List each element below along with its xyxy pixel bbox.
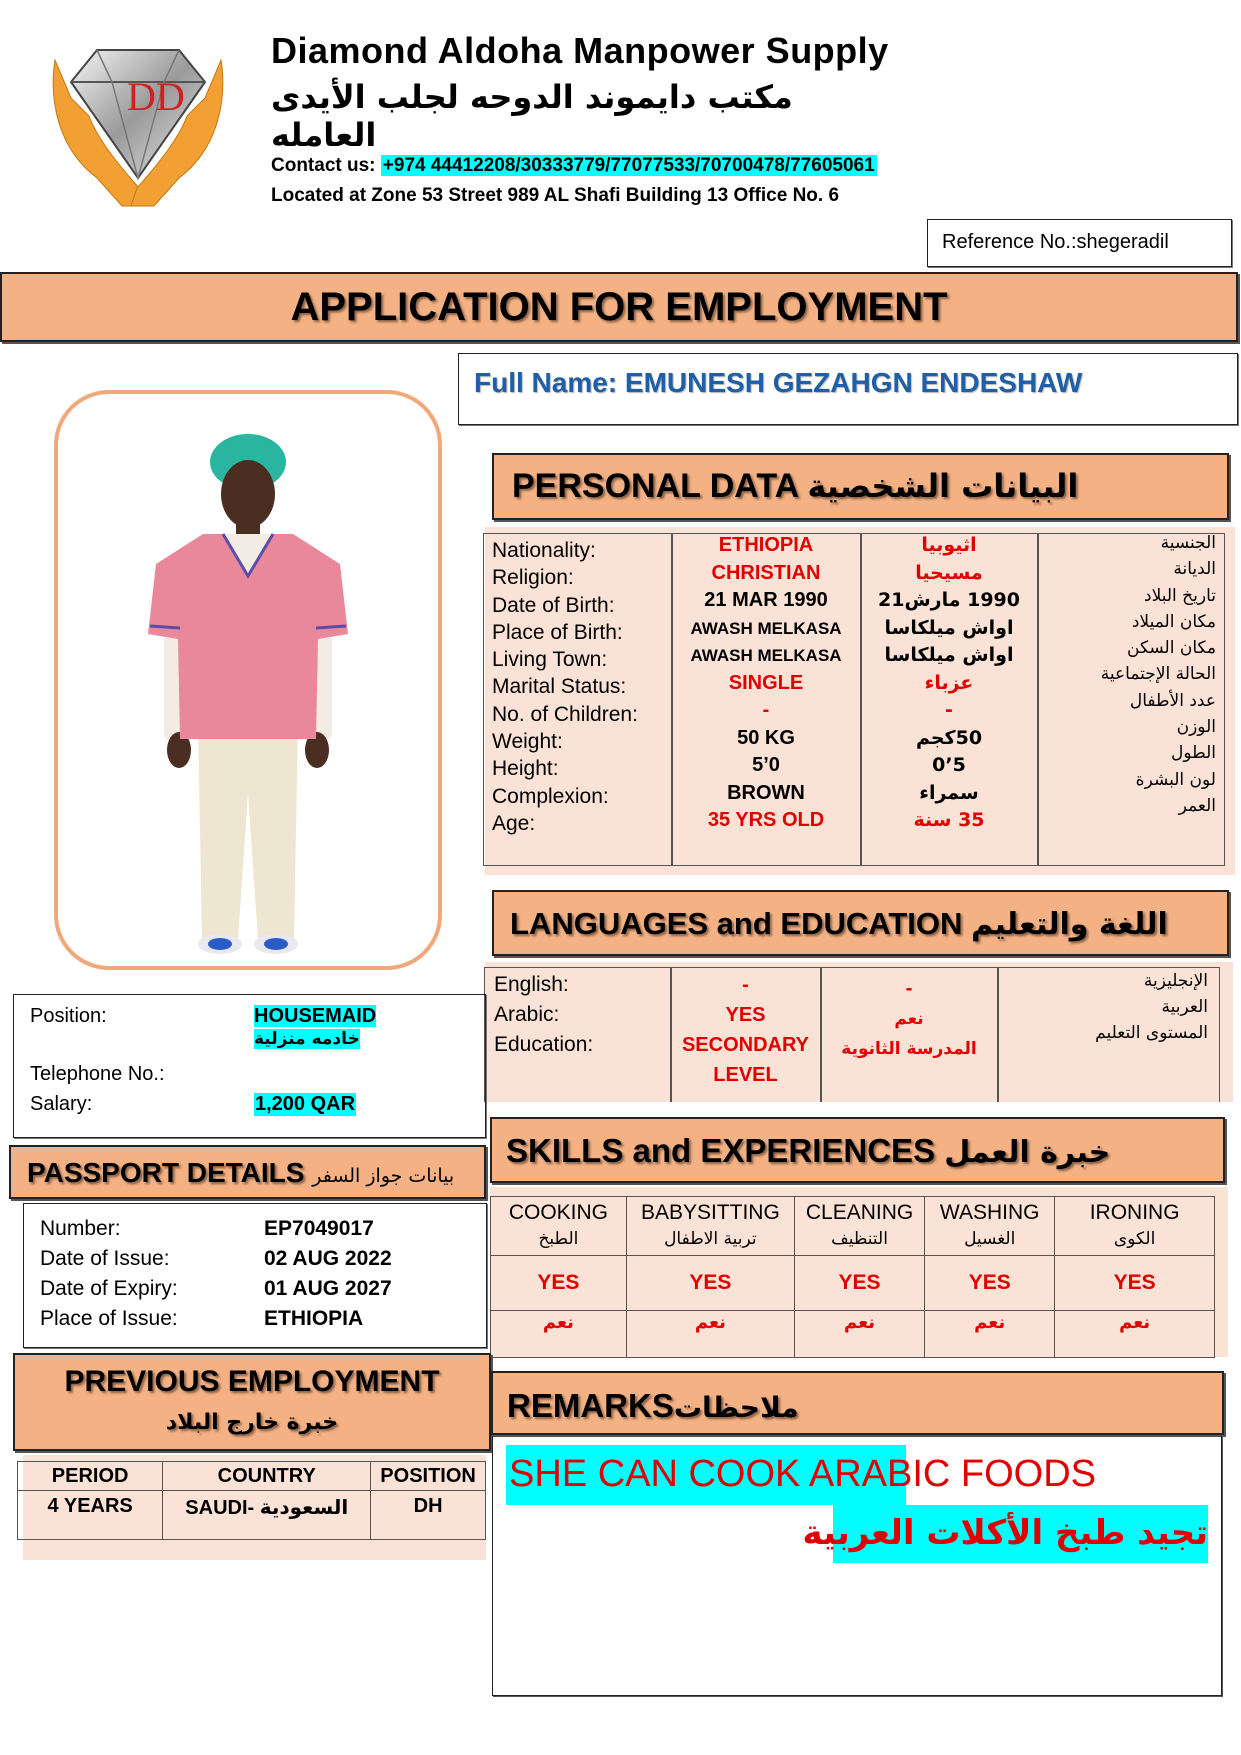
skill-name: WASHING — [939, 1201, 1040, 1224]
contact-line — [271, 155, 877, 177]
skill-yes-ar: نعم — [491, 1311, 627, 1358]
previous-employment-heading: PREVIOUS EMPLOYMENT — [64, 1365, 440, 1398]
salary-value: 1,200 QAR — [255, 1093, 356, 1115]
heading-en: SKILLS and EXPERIENCES — [506, 1132, 945, 1169]
skill-yes-ar: نعم — [925, 1311, 1055, 1358]
value-english-ar: - — [905, 979, 913, 999]
passport-labels — [40, 1214, 178, 1334]
personal-label: Age: — [492, 811, 536, 835]
svg-text:DD: DD — [127, 74, 185, 119]
skill-yes: YES — [794, 1256, 924, 1311]
skill-name-ar: الطبخ — [538, 1229, 579, 1249]
previous-column-header: COUNTRY — [163, 1462, 371, 1491]
previous-header-row — [18, 1462, 486, 1491]
personal-value: BROWN — [727, 781, 805, 804]
personal-label: Place of Birth: — [492, 620, 623, 644]
personal-value-ar: 1990 مارش21 — [877, 589, 1020, 611]
company-name-ar: مكتب دايموند الدوحه لجلب الأيدى العامله — [271, 78, 793, 154]
label-english: English: — [494, 973, 569, 996]
language-values — [671, 970, 820, 1090]
previous-column-header: PERIOD — [18, 1462, 163, 1491]
passport-value: 02 AUG 2022 — [264, 1247, 392, 1270]
personal-value: - — [762, 699, 770, 721]
contact-numbers: +974 44412208/30333779/77077533/70700478/77605061 — [382, 155, 875, 176]
skill-babysitting — [626, 1197, 794, 1256]
label-education-ar: المستوى التعليم — [1095, 1023, 1208, 1043]
personal-label: No. of Children: — [492, 702, 638, 726]
value-arabic: YES — [725, 1004, 766, 1026]
title-banner — [0, 272, 1238, 342]
company-address: Located at Zone 53 Street 989 AL Shafi Building 13 Office No. 6 — [271, 185, 840, 206]
personal-label: Religion: — [492, 566, 574, 590]
personal-label-ar: لون البشرة — [1135, 769, 1216, 790]
personal-data-table — [483, 533, 1225, 866]
previous-employment-cell: 4 YEARS — [18, 1491, 163, 1540]
language-labels-ar — [998, 968, 1208, 1046]
personal-label: Date of Birth: — [492, 593, 615, 617]
company-logo — [27, 38, 249, 213]
personal-value: CHRISTIAN — [711, 561, 821, 584]
skill-ironing — [1055, 1197, 1215, 1256]
heading-ar: خبرة العمل — [944, 1135, 1111, 1170]
full-name-box — [458, 353, 1238, 425]
passport-header — [9, 1145, 486, 1199]
personal-value-ar: اواش ميلكاسا — [884, 644, 1014, 666]
label-education: Education: — [494, 1033, 594, 1056]
skills-heading — [506, 1132, 1110, 1170]
previous-employment-row — [18, 1491, 486, 1540]
heading-en: REMARKS — [507, 1387, 674, 1424]
skill-name-ar: الغسيل — [964, 1229, 1016, 1249]
personal-value-ar: سمراء — [919, 781, 979, 804]
personal-value-ar: 35 سنة — [913, 809, 985, 831]
passport-heading — [27, 1157, 454, 1189]
passport-box — [23, 1203, 487, 1348]
previous-employment-heading-ar: خبرة خارج البلاد — [165, 1410, 339, 1435]
skill-name: BABYSITTING — [640, 1201, 780, 1224]
value-arabic-ar: نعم — [894, 1009, 924, 1029]
company-name-en: Diamond Aldoha Manpower Supply — [271, 30, 889, 71]
passport-label: Date of Issue: — [40, 1247, 170, 1270]
skill-yes-ar: نعم — [794, 1311, 924, 1358]
skill-yes: YES — [1055, 1256, 1215, 1311]
personal-label: Height: — [492, 757, 559, 781]
remarks-box — [492, 1436, 1222, 1696]
passport-label: Place of Issue: — [40, 1307, 178, 1330]
label-arabic: Arabic: — [494, 1003, 560, 1026]
personal-value: SINGLE — [728, 671, 804, 694]
contact-label: Contact us: — [271, 155, 381, 176]
skill-yes: YES — [626, 1256, 794, 1311]
skill-name: IRONING — [1089, 1201, 1180, 1224]
position-ar: خادمه منزلية — [254, 1029, 360, 1049]
remarks-heading — [507, 1387, 799, 1425]
telephone-label: Telephone No.: — [30, 1063, 165, 1085]
skill-yes: YES — [925, 1256, 1055, 1311]
skill-cooking — [491, 1197, 627, 1256]
full-name: Full Name: EMUNESH GEZAHGN ENDESHAW — [474, 367, 1083, 398]
personal-value-ar: عزباء — [924, 671, 974, 694]
languages-table — [484, 967, 1220, 1102]
value-education: SECONDARY — [681, 1034, 810, 1056]
personal-label-ar: عدد الأطفال — [1129, 690, 1216, 711]
personal-label: Marital Status: — [492, 675, 627, 699]
skills-header-row — [491, 1197, 1215, 1256]
personal-value: 50 KG — [737, 726, 795, 749]
languages-header — [492, 890, 1229, 956]
heading-ar: اللغة والتعليم — [971, 907, 1168, 942]
heading-ar: ملاحظات — [673, 1391, 799, 1424]
reference-number: Reference No.:shegeradil — [942, 231, 1169, 253]
skill-name-ar: الكوى — [1113, 1229, 1156, 1249]
personal-value: AWASH MELKASA — [690, 646, 842, 665]
skills-header — [490, 1117, 1225, 1183]
language-labels — [494, 970, 593, 1060]
applicant-photo-frame — [54, 390, 442, 970]
position-value — [254, 1005, 376, 1050]
personal-values-ar — [861, 532, 1037, 835]
personal-label-ar: الديانة — [1173, 559, 1216, 580]
diamond-hands-logo-icon — [27, 38, 249, 213]
position-label: Position: — [30, 1005, 107, 1027]
heading-en: PERSONAL DATA — [512, 467, 808, 505]
remarks-header — [491, 1371, 1224, 1435]
language-values-ar — [821, 974, 997, 1064]
skill-cleaning — [794, 1197, 924, 1256]
skill-yes-ar: نعم — [626, 1311, 794, 1358]
personal-value: 21 MAR 1990 — [704, 589, 828, 611]
heading-ar: بيانات جواز السفر — [312, 1165, 455, 1187]
personal-value-ar: - — [945, 699, 953, 721]
page-title: APPLICATION FOR EMPLOYMENT — [290, 285, 948, 329]
personal-value-ar: 5’0 — [932, 754, 966, 776]
skills-yes-row — [491, 1256, 1215, 1311]
personal-value: 35 YRS OLD — [707, 809, 825, 831]
personal-label: Complexion: — [492, 784, 609, 808]
label-english-ar: الإنجليزية — [1143, 971, 1208, 991]
personal-label: Nationality: — [492, 539, 596, 562]
personal-label: Weight: — [492, 730, 563, 754]
skill-yes: YES — [491, 1256, 627, 1311]
skill-yes-ar: نعم — [1055, 1311, 1215, 1358]
skill-name-ar: التنظيف — [831, 1229, 888, 1249]
previous-employment-header — [13, 1353, 491, 1451]
job-details-box — [13, 994, 486, 1138]
personal-value-ar: اواش ميلكاسا — [884, 616, 1014, 639]
skill-washing — [925, 1197, 1055, 1256]
value-education-ar: المدرسة الثانوية — [841, 1039, 977, 1059]
personal-value: AWASH MELKASA — [690, 618, 842, 638]
passport-label: Number: — [40, 1217, 121, 1240]
heading-ar: البيانات الشخصية — [807, 467, 1079, 505]
personal-value: 5’0 — [752, 754, 780, 776]
personal-label-ar: تاريخ البلاد — [1144, 585, 1216, 606]
personal-value-ar: 50كجم — [915, 726, 983, 749]
previous-column-header: POSITION — [371, 1462, 486, 1491]
remark-en: SHE CAN COOK ARABIC FOODS — [506, 1445, 906, 1505]
heading-en: LANGUAGES and EDUCATION — [510, 906, 971, 941]
personal-label-ar: مكان السكن — [1127, 638, 1216, 659]
reference-box — [927, 219, 1232, 267]
skill-name-ar: تربية الاطفال — [664, 1229, 757, 1249]
personal-label-ar: مكان الميلاد — [1131, 611, 1216, 632]
label-arabic-ar: العربية — [1161, 997, 1208, 1017]
languages-heading — [510, 906, 1168, 942]
passport-value: 01 AUG 2027 — [264, 1277, 392, 1300]
personal-label-ar: الجنسية — [1160, 533, 1216, 553]
skills-yes-ar-row — [491, 1311, 1215, 1358]
heading-en: PASSPORT DETAILS — [27, 1157, 313, 1188]
skill-name: CLEANING — [805, 1201, 914, 1224]
personal-label-ar: الحالة الإجتماعية — [1100, 664, 1216, 685]
personal-labels-ar — [1038, 530, 1216, 819]
personal-data-heading — [512, 467, 1078, 506]
personal-values — [672, 532, 860, 835]
passport-label: Date of Expiry: — [40, 1277, 178, 1300]
passport-values — [264, 1214, 392, 1334]
previous-employment-table — [17, 1461, 486, 1540]
personal-value-ar: اثيوبيا — [921, 534, 977, 556]
passport-value: EP7049017 — [264, 1217, 374, 1240]
personal-value: ETHIOPIA — [718, 534, 814, 556]
value-education-level: LEVEL — [713, 1064, 778, 1086]
skills-table — [490, 1196, 1215, 1358]
position-en: HOUSEMAID — [254, 1005, 377, 1027]
previous-employment-cell: SAUDI- السعودية — [163, 1491, 371, 1540]
previous-employment-cell: DH — [371, 1491, 486, 1540]
personal-data-header — [492, 453, 1229, 520]
passport-value: ETHIOPIA — [264, 1307, 364, 1330]
personal-label-ar: الطول — [1171, 743, 1216, 764]
personal-labels — [492, 536, 638, 836]
skill-name: COOKING — [508, 1201, 608, 1224]
personal-label: Living Town: — [492, 648, 608, 672]
personal-value-ar: مسيحيا — [915, 561, 983, 584]
salary-label: Salary: — [30, 1093, 93, 1115]
personal-label-ar: الوزن — [1176, 717, 1216, 738]
personal-label-ar: العمر — [1178, 795, 1216, 816]
applicant-photo-icon — [58, 394, 438, 966]
value-english: - — [742, 974, 749, 996]
remark-ar: تجيد طبخ الأكلات العربية — [833, 1505, 1208, 1563]
